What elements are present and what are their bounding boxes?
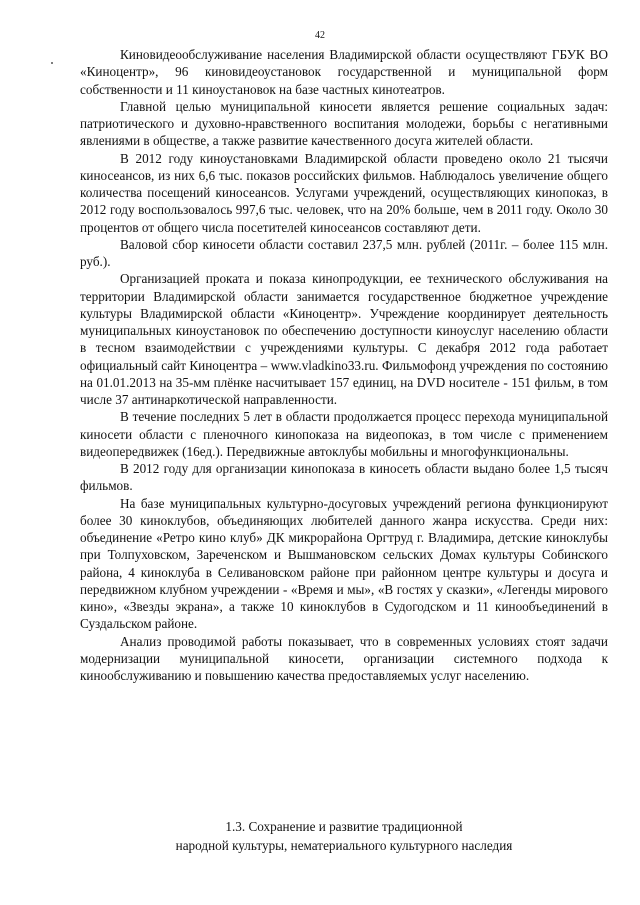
section-heading-line-1: 1.3. Сохранение и развитие традиционной	[225, 819, 463, 834]
paragraph-kinoobsluzhivanie: Киновидеообслуживание населения Владимирской области осуществляют ГБУК ВО «Киноцентр», 96 киновидеоустановок государственной и муниципальной форм собственности и 11 киноустановок на базе частных кинотеатров.	[80, 47, 608, 97]
section-heading-line-2: народной культуры, нематериального культурного наследия	[175, 838, 513, 853]
paragraph-video-transition: В течение последних 5 лет в области продолжается процесс перехода муниципальной киносети области с пленочного кинопоказа на видеопоказ, в том числе с применением видеопередвижек (16ед.). Передвижные автоклубы мобильны и многофункциональны.	[80, 409, 608, 459]
paragraph-films-issued: В 2012 году для организации кинопоказа в киносеть области выдано более 1,5 тысяч фильмов.	[80, 461, 608, 494]
paragraph-kinocenter: Организацией проката и показа кинопродукции, ее технического обслуживания на территории Владимирской области занимается государственное бюджетное учреждение культуры Владимирской области «Киноцентр». Учреждение координирует деятельность муниципальных киноустановок по обеспечению доступности киноуслуг населению области в тесном взаимодействии с учреждениями культуры. С декабря 2012 года работает официальный сайт Киноцентра – www.vladkino33.ru. Фильмофонд учреждения по состоянию на 01.01.2013 на 35-мм плёнке насчитывает 157 единиц, на DVD носителе - 151 фильм, в том числе 37 антинаркотической направленности.	[80, 271, 608, 407]
paragraph-analysis: Анализ проводимой работы показывает, что в современных условиях стоят задачи модернизации муниципальной киносети, организации системного подхода к кинообслуживанию и повышению качества предоставляемых услуг населению.	[80, 633, 608, 683]
paragraph-2012-statistics: В 2012 году киноустановками Владимирской области проведено около 21 тысячи киносеансов, из них 6,6 тыс. показов российских фильмов. Наблюдалось увеличение общего количества посещений киносеансов. Услугами учреждений, осуществляющих кинопоказ, в 2012 году воспользовалось 997,6 тыс. человек, что на 20% больше, чем в 2011 году. Около 30 процентов от общего числа посетителей киносеансов составляют дети.	[80, 150, 608, 235]
paragraph-main-goal: Главной целью муниципальной киносети является решение социальных задач: патриотического и духовно-нравственного воспитания молодежи, борьбы с негативными явлениями в обществе, а также развитие качественного досуга жителей области.	[80, 98, 608, 149]
scan-speck	[51, 62, 53, 64]
paragraph-gross-revenue: Валовой сбор киносети области составил 237,5 млн. рублей (2011г. – более 115 млн. руб.).	[80, 236, 608, 269]
section-heading	[80, 817, 608, 855]
page-body	[80, 46, 608, 684]
paragraph-film-clubs: На базе муниципальных культурно-досуговых учреждений региона функционируют более 30 киноклубов, объединяющих любителей данного жанра искусства. Среди них: объединение «Ретро кино клуб» ДК микрорайона Оргтруд г. Владимира, детские киноклубы при Толпуховском, Зареченском и Вышмановском сельских Домах культуры Собинского района, 4 киноклуба в Селивановском районе при районном центре культуры и досуга и передвижном клубном учреждении - «Время и мы», «В гостях у сказки», «Легенды мирового кино», «Звезды экрана», а также 10 киноклубов в Судогодском и 11 кинообъединений в Суздальском районе.	[80, 495, 608, 632]
page-number: 42	[315, 30, 325, 41]
